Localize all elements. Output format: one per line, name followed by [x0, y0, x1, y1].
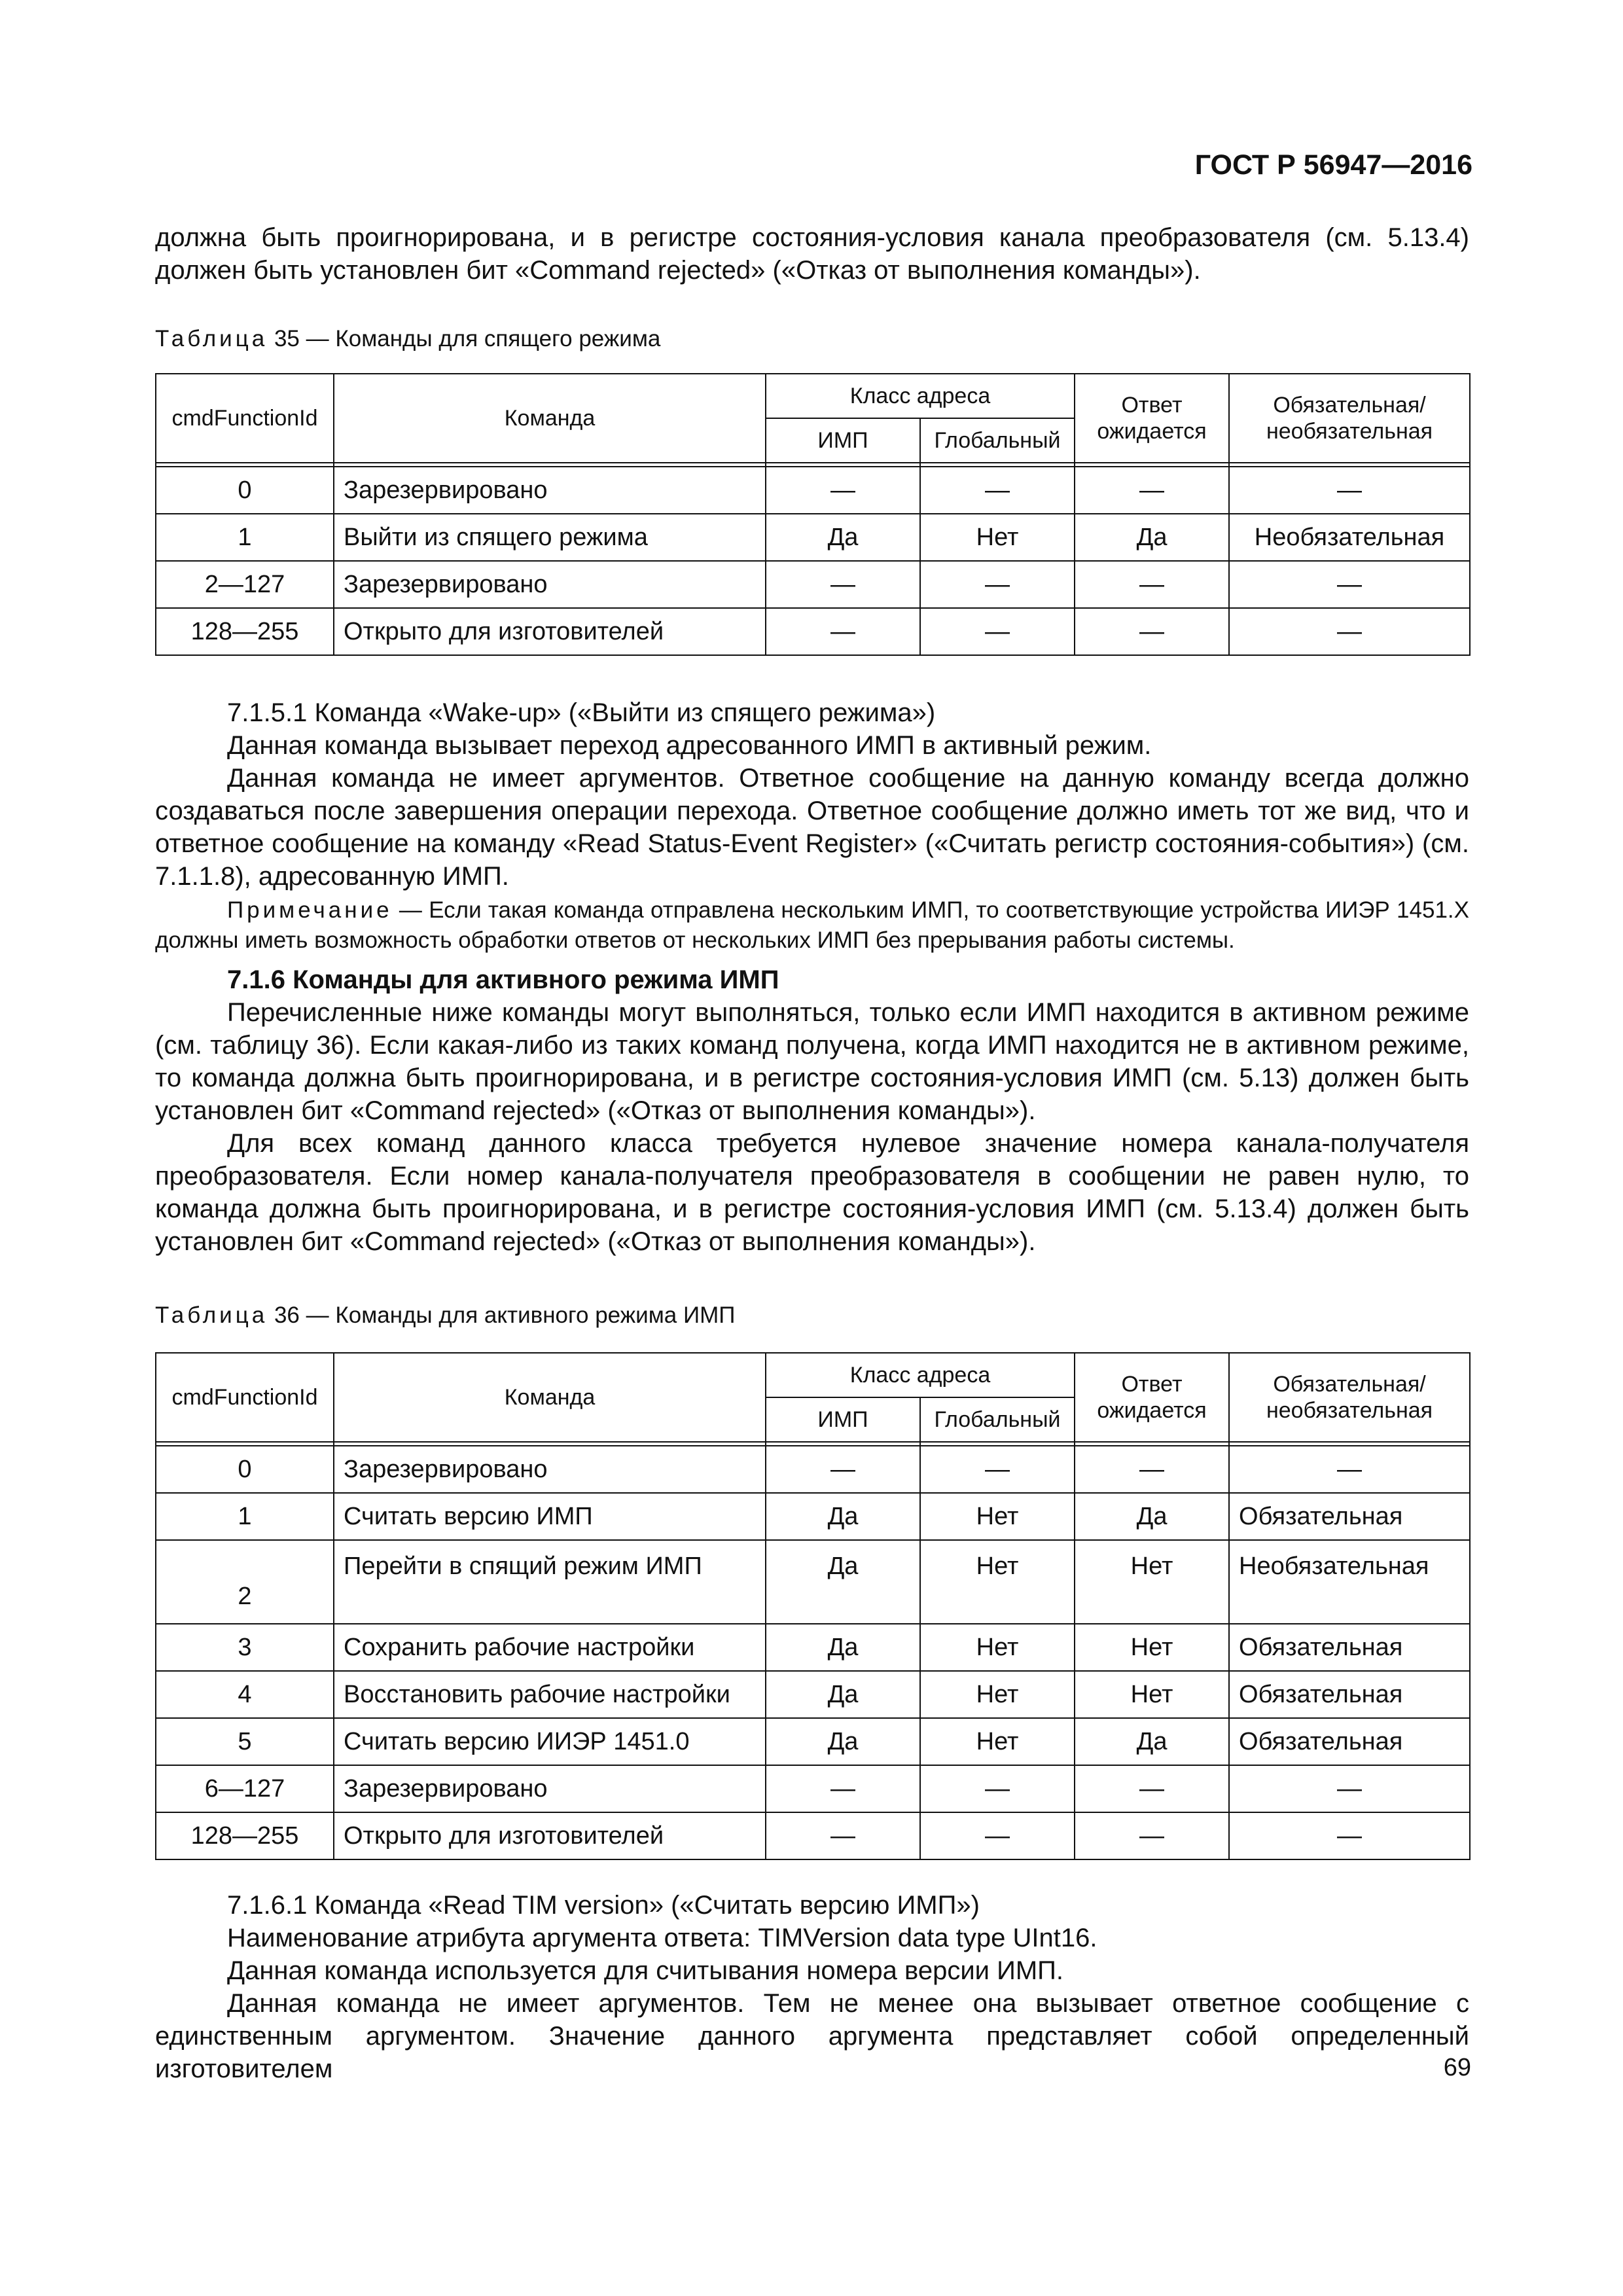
section-716-p1: Перечисленные ниже команды могут выполняться, только если ИМП находится в активном режиме (см. таблицу 36). Если какая-либо из таких команд получена, когда ИМП находится не в активном режиме, то команда должна быть проигнорирована, и в регистре состояния-условия ИМП (см. 5.13) должен быть установлен бит «Command rejected» («Отказ от выполнения команды»). [155, 998, 1469, 1125]
cell-global: — [920, 1765, 1075, 1812]
table-row [156, 467, 1470, 514]
table36-header-reply: Ответ ожидается [1075, 1353, 1229, 1442]
cell-required: Необязательная [1229, 514, 1470, 561]
cell-reply: — [1075, 1812, 1229, 1859]
cell-reply: — [1075, 561, 1229, 608]
note-text: — Если такая команда отправлена нескольким ИМП, то соответствующие устройства ИИЭР 1451.X должны иметь возможность обработки ответов от нескольких ИМП без прерывания работы системы. [155, 897, 1469, 953]
cell-command: Зарезервировано [334, 467, 766, 514]
table36-header-id: cmdFunctionId [156, 1353, 334, 1442]
cell-command: Выйти из спящего режима [334, 514, 766, 561]
section-7151-p2: Данная команда не имеет аргументов. Ответное сообщение на данную команду всегда должно создаваться после завершения операции перехода. Ответное сообщение должно иметь тот же вид, что и ответное сообщение на команду «Read Status-Event Register» («Считать регистр состояния-события») (см. 7.1.1.8), адресованную ИМП. [155, 764, 1469, 891]
cell-global: Нет [920, 1671, 1075, 1718]
cell-id: 1 [156, 1493, 334, 1540]
cell-command: Восстановить рабочие настройки [334, 1671, 766, 1718]
section-716 [155, 963, 1469, 1258]
cell-tim: Да [766, 1671, 920, 1718]
table36 [155, 1352, 1471, 1860]
section-7151-title: 7.1.5.1 Команда «Wake-up» («Выйти из спящего режима») [227, 698, 936, 727]
table36-caption-prefix: Таблица [155, 1302, 268, 1328]
cell-required: — [1229, 467, 1470, 514]
cell-id: 6—127 [156, 1765, 334, 1812]
table35-header-address-class: Класс адреса [766, 374, 1075, 418]
standard-header: ГОСТ Р 56947—2016 [1194, 149, 1472, 181]
cell-tim: Да [766, 1718, 920, 1765]
cell-required: Обязательная [1229, 1624, 1470, 1671]
table-row [156, 1718, 1470, 1765]
table-row [156, 514, 1470, 561]
table36-caption-block [155, 1301, 1469, 1330]
intro-paragraph: должна быть проигнорирована, и в регистре состояния-условия канала преобразователя (см. 5.13.4) должен быть установлен бит «Command rejected» («Отказ от выполнения команды»). [155, 223, 1469, 285]
table36-caption-text: 36 — Команды для активного режима ИМП [268, 1302, 736, 1328]
cell-global: Нет [920, 1718, 1075, 1765]
table-row [156, 1446, 1470, 1493]
cell-command: Зарезервировано [334, 1765, 766, 1812]
cell-id: 4 [156, 1671, 334, 1718]
cell-reply: — [1075, 1446, 1229, 1493]
note-block [155, 895, 1469, 956]
cell-id: 0 [156, 467, 334, 514]
cell-id: 3 [156, 1624, 334, 1671]
section-7151-p1: Данная команда вызывает переход адресованного ИМП в активный режим. [227, 731, 1152, 760]
cell-id: 128—255 [156, 608, 334, 655]
table36-header-global: Глобальный [920, 1397, 1075, 1442]
cell-command: Считать версию ИМП [334, 1493, 766, 1540]
cell-required: Обязательная [1229, 1718, 1470, 1765]
cell-global: Нет [920, 1540, 1075, 1624]
cell-global: — [920, 1446, 1075, 1493]
table35-header-tim: ИМП [766, 418, 920, 463]
cell-reply: Нет [1075, 1671, 1229, 1718]
section-7151 [155, 696, 1469, 893]
table35-caption [155, 325, 1469, 353]
cell-tim: — [766, 1765, 920, 1812]
cell-reply: — [1075, 467, 1229, 514]
table-row [156, 1624, 1470, 1671]
cell-required: — [1229, 561, 1470, 608]
cell-tim: Да [766, 1493, 920, 1540]
cell-reply: Нет [1075, 1624, 1229, 1671]
table35-header-global: Глобальный [920, 418, 1075, 463]
cell-required: — [1229, 1765, 1470, 1812]
cell-global: — [920, 608, 1075, 655]
section-7161-p3: Данная команда не имеет аргументов. Тем не менее она вызывает ответное сообщение с единственным аргументом. Значение данного аргумента представляет собой определенный изготовителем [155, 1989, 1469, 2083]
table36-wrapper [155, 1352, 1469, 1860]
cell-reply: Да [1075, 1493, 1229, 1540]
table35 [155, 373, 1471, 656]
cell-reply: Да [1075, 514, 1229, 561]
table36-caption [155, 1301, 1469, 1330]
cell-global: — [920, 1812, 1075, 1859]
table-row [156, 561, 1470, 608]
section-7161-p1: Наименование атрибута аргумента ответа: TIMVersion data type UInt16. [227, 1924, 1097, 1952]
page-number: 69 [1443, 2054, 1471, 2081]
cell-global: Нет [920, 514, 1075, 561]
table36-header-tim: ИМП [766, 1397, 920, 1442]
table-row [156, 1812, 1470, 1859]
table36-header-command: Команда [334, 1353, 766, 1442]
table35-header-command: Команда [334, 374, 766, 463]
cell-command: Считать версию ИИЭР 1451.0 [334, 1718, 766, 1765]
table-row [156, 1493, 1470, 1540]
cell-tim: — [766, 561, 920, 608]
cell-tim: — [766, 1812, 920, 1859]
section-7161 [155, 1889, 1469, 2085]
table35-header-required: Обязательная/ необязательная [1229, 374, 1470, 463]
cell-required: — [1229, 1812, 1470, 1859]
cell-command: Зарезервировано [334, 561, 766, 608]
cell-id: 2 [156, 1540, 334, 1624]
cell-global: — [920, 467, 1075, 514]
cell-id: 128—255 [156, 1812, 334, 1859]
cell-reply: — [1075, 1765, 1229, 1812]
cell-reply: Нет [1075, 1540, 1229, 1624]
cell-tim: — [766, 608, 920, 655]
section-716-heading: 7.1.6 Команды для активного режима ИМП [227, 965, 779, 994]
table36-header-required: Обязательная/ необязательная [1229, 1353, 1470, 1442]
cell-global: Нет [920, 1624, 1075, 1671]
cell-reply: — [1075, 608, 1229, 655]
intro-block [155, 221, 1469, 287]
section-7161-title: 7.1.6.1 Команда «Read TIM version» («Считать версию ИМП») [227, 1891, 980, 1920]
cell-command: Открыто для изготовителей [334, 608, 766, 655]
section-7161-p2: Данная команда используется для считывания номера версии ИМП. [227, 1956, 1064, 1985]
cell-global: — [920, 561, 1075, 608]
cell-id: 1 [156, 514, 334, 561]
table-row [156, 1765, 1470, 1812]
table35-wrapper [155, 373, 1469, 656]
cell-required: — [1229, 608, 1470, 655]
table-row [156, 1540, 1470, 1624]
table-row [156, 608, 1470, 655]
cell-required: Обязательная [1229, 1671, 1470, 1718]
table35-caption-block [155, 325, 1469, 353]
note [155, 895, 1469, 956]
cell-command: Перейти в спящий режим ИМП [334, 1540, 766, 1624]
cell-required: Обязательная [1229, 1493, 1470, 1540]
table35-caption-text: 35 — Команды для спящего режима [268, 326, 661, 351]
cell-id: 0 [156, 1446, 334, 1493]
cell-command: Сохранить рабочие настройки [334, 1624, 766, 1671]
table36-header-address-class: Класс адреса [766, 1353, 1075, 1397]
cell-command: Зарезервировано [334, 1446, 766, 1493]
section-716-p2: Для всех команд данного класса требуется нулевое значение номера канала-получателя преобразователя. Если номер канала-получателя преобразователя в сообщении не равен нулю, то команда должна быть проигнорирована, и в регистре состояния-условия ИМП (см. 5.13.4) должен быть установлен бит «Command rejected» («Отказ от выполнения команды»). [155, 1129, 1469, 1256]
table35-header-id: cmdFunctionId [156, 374, 334, 463]
cell-required: — [1229, 1446, 1470, 1493]
table35-header-reply: Ответ ожидается [1075, 374, 1229, 463]
cell-reply: Да [1075, 1718, 1229, 1765]
cell-command: Открыто для изготовителей [334, 1812, 766, 1859]
cell-tim: — [766, 1446, 920, 1493]
cell-tim: Да [766, 1624, 920, 1671]
cell-global: Нет [920, 1493, 1075, 1540]
cell-required: Необязательная [1229, 1540, 1470, 1624]
cell-id: 5 [156, 1718, 334, 1765]
table35-caption-prefix: Таблица [155, 326, 268, 351]
cell-tim: — [766, 467, 920, 514]
table-row [156, 1671, 1470, 1718]
cell-id: 2—127 [156, 561, 334, 608]
cell-tim: Да [766, 1540, 920, 1624]
note-label: Примечание [227, 897, 393, 923]
cell-tim: Да [766, 514, 920, 561]
